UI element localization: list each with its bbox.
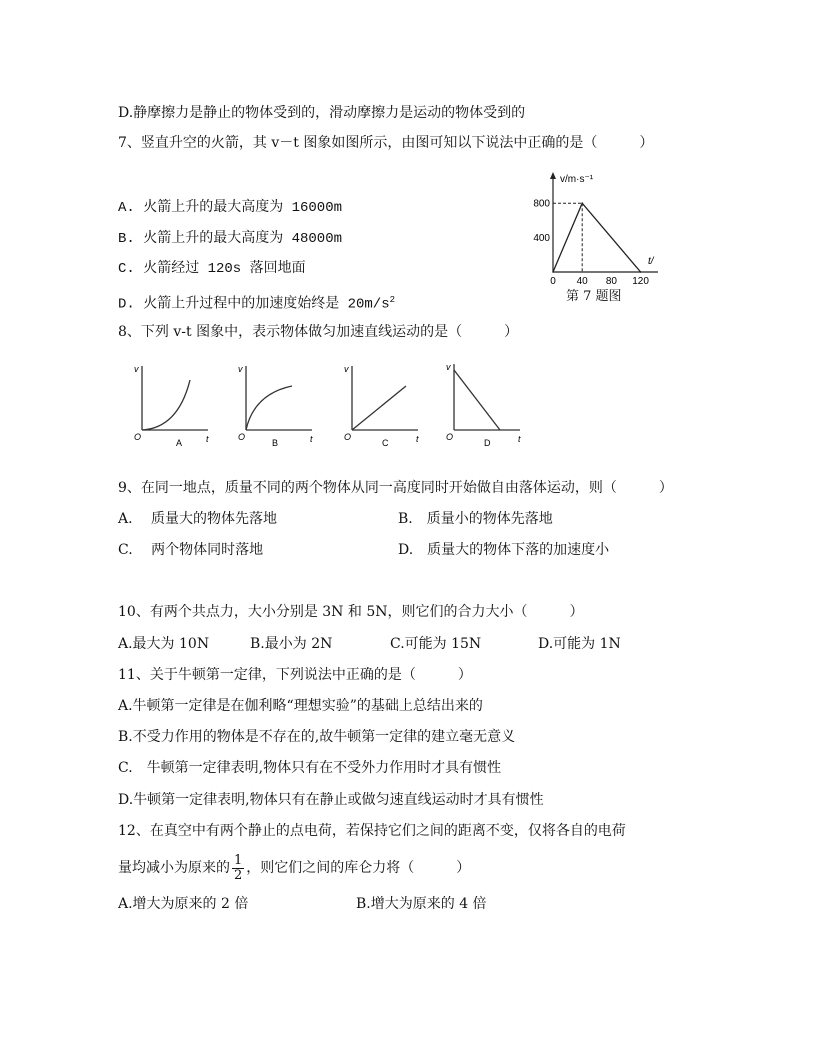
q12-stem-pre: 量均减小为原来的 xyxy=(118,860,230,876)
q8-d-v: v xyxy=(446,362,451,372)
q7-x-tick-label: 80 xyxy=(605,276,617,287)
q9-option-c: C. 两个物体同时落地 xyxy=(118,542,264,558)
q7-option-c: C. 火箭经过 120s 落回地面 xyxy=(118,261,306,277)
q7-caption: 第 7 题图 xyxy=(566,289,622,304)
q10-option-b: B.最小为 2N xyxy=(250,636,333,652)
q12-option-b: B.增大为原来的 4 倍 xyxy=(356,896,487,912)
q9-option-b: B. 质量小的物体先落地 xyxy=(398,511,553,527)
q12-stem-line1: 12、在真空中有两个静止的点电荷，若保持它们之间的距离不变，仅将各自的电荷 xyxy=(118,823,626,839)
q7-option-a: A. 火箭上升的最大高度为 16000m xyxy=(118,200,343,216)
q12-frac-num: 1 xyxy=(234,852,243,868)
q7-vt-chart xyxy=(533,168,670,303)
q11-option-a: A.牛顿第一定律是在伽利略“理想实验”的基础上总结出来的 xyxy=(118,698,483,714)
q8-stem: 8、下列 v-t 图象中，表示物体做匀加速直线运动的是（ ） xyxy=(118,324,519,340)
q10-option-a: A.最大为 10N xyxy=(118,636,210,652)
q7-x-tick-label: 120 xyxy=(632,276,649,287)
q8-graph-d xyxy=(440,358,525,448)
q12-fraction xyxy=(232,854,244,883)
q7-series-line xyxy=(553,203,641,272)
q8-b-curve xyxy=(246,386,292,430)
q8-c-label: C xyxy=(382,438,389,448)
q9-stem: 9、在同一地点，质量不同的两个物体从同一高度同时开始做自由落体运动，则（ ） xyxy=(118,480,673,496)
q7-y-tick-label: 400 xyxy=(533,233,550,245)
q12-frac-den: 2 xyxy=(234,867,243,883)
q7-data-point xyxy=(581,202,583,204)
q7-x-label: t/ xyxy=(648,256,654,267)
q11-option-c: C. 牛顿第一定律表明,物体只有在不受外力作用时才具有惯性 xyxy=(118,760,502,776)
q8-graph-a xyxy=(128,358,213,448)
q10-option-c: C.可能为 15N xyxy=(390,636,482,652)
q11-stem: 11、关于牛顿第一定律，下列说法中正确的是（ ） xyxy=(118,667,472,683)
q8-a-v: v xyxy=(134,364,139,374)
q8-c-t: t xyxy=(416,434,419,444)
q12-stem-line2 xyxy=(118,852,470,884)
q9-option-a: A. 质量大的物体先落地 xyxy=(118,511,278,527)
q7-figure xyxy=(533,168,670,303)
q8-c-v: v xyxy=(344,364,349,374)
q8-graph-c xyxy=(338,358,423,448)
q8-b-t: t xyxy=(310,434,313,444)
q8-d-label: D xyxy=(484,438,491,448)
q7-option-d xyxy=(118,291,395,314)
q7-y-tick-label: 800 xyxy=(533,198,550,210)
q8-c-line xyxy=(352,386,406,430)
q8-a-o: O xyxy=(134,432,142,442)
q12-stem-post: ，则它们之间的库仑力将（ ） xyxy=(246,860,471,876)
q11-option-b: B.不受力作用的物体是不存在的,故牛顿第一定律的建立毫无意义 xyxy=(118,729,516,745)
q10-stem: 10、有两个共点力，大小分别是 3N 和 5N，则它们的合力大小（ ） xyxy=(118,604,584,620)
q8-a-t: t xyxy=(206,434,209,444)
q7-y-label: v/m·s⁻¹ xyxy=(560,174,594,185)
q7-option-b: B. 火箭上升的最大高度为 48000m xyxy=(118,231,343,247)
q8-d-t: t xyxy=(518,434,521,444)
q7-x-tick-label: 40 xyxy=(576,276,588,287)
q7-option-d-sup: 2 xyxy=(389,295,396,305)
q7-stem: 7、竖直升空的火箭，其 v－t 图象如图所示，由图可知以下说法中正确的是（ ） xyxy=(118,135,654,151)
q9-option-d: D. 质量大的物体下落的加速度小 xyxy=(398,542,610,558)
q7-option-d-text: D. 火箭上升过程中的加速度始终是 20m/s xyxy=(118,296,390,313)
q6-option-d: D.静摩擦力是静止的物体受到的，滑动摩擦力是运动的物体受到的 xyxy=(118,105,526,121)
q10-option-d: D.可能为 1N xyxy=(538,636,621,652)
q8-d-line xyxy=(454,370,500,430)
q8-d-o: O xyxy=(446,432,454,442)
q7-data-point xyxy=(552,271,554,273)
q7-x-tick-label: 0 xyxy=(550,276,556,287)
q7-y-arrow-icon xyxy=(550,172,556,179)
q8-b-o: O xyxy=(238,432,246,442)
q11-option-d: D.牛顿第一定律表明,物体只有在静止或做匀速直线运动时才具有惯性 xyxy=(118,792,544,808)
q7-data-point xyxy=(640,271,642,273)
q8-a-curve xyxy=(142,380,190,430)
q12-option-a: A.增大为原来的 2 倍 xyxy=(118,896,249,912)
q8-a-label: A xyxy=(176,438,183,448)
q8-graph-b xyxy=(232,358,317,448)
q8-c-o: O xyxy=(344,432,352,442)
q8-b-label: B xyxy=(272,438,279,448)
q8-b-v: v xyxy=(238,364,243,374)
